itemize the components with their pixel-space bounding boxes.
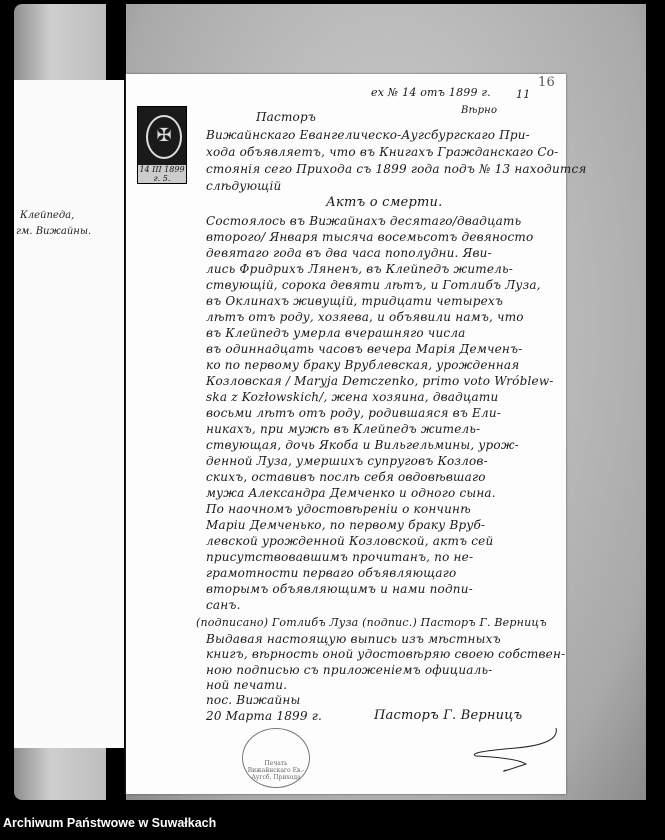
body-line: лѣтъ отъ роду, хозяева, и объявили намъ, что [206,310,524,324]
revenue-stamp [137,106,187,184]
body-line: грамотности перваго объявляющаго [206,566,457,580]
document-page [126,74,587,794]
closing-line: книгъ, вѣрность оной удостовѣряю своею собствен- [206,647,566,661]
eagle-emblem-icon: ✠ [146,115,182,159]
body-line: левской урожденной Козловской, актъ сей [206,534,494,548]
archive-caption: Archiwum Państwowe w Suwałkach [3,816,217,830]
body-line: Маріи Демченько, по первому браку Вруб- [206,518,486,532]
header-line: стоянія сего Прихода съ 1899 года подъ № 13 находится [206,162,587,176]
body-line: вторымъ объявляющимъ и нами подпи- [206,582,473,596]
body-line: въ Оклинахъ живущій, тридцати четырехъ [206,294,504,308]
body-line: санъ. [206,598,241,612]
place: пос. Вижайны [206,693,301,707]
body-line: никахъ, при мужѣ въ Клейпедъ житель- [206,422,481,436]
body-line: ska z Kozłowskich/, жена хозяина, двадцати [206,390,499,404]
body-line: лись Фридрихъ Ляненъ, въ Клейпедъ житель- [206,262,513,276]
body-line: восьми лѣтъ отъ роду, родившаяся въ Ели- [206,406,502,420]
pastor-signature: Пасторъ Г. Верницъ [374,708,523,723]
header-title: Пасторъ [256,110,317,124]
body-line: въ одиннадцать часовъ вечера Марія Демченъ- [206,342,523,356]
closing-line: ною подписью съ приложеніемъ официаль- [206,662,493,677]
folio-mark: 11 [516,88,531,101]
body-line: въ Клейпедъ умерла вчерашняго числа [206,326,466,340]
header-line: слѣдующій [206,179,282,193]
reference-number: ех № 14 отъ 1899 г. [371,86,491,99]
official-seal: Печать Вижайнскаго Ев.-Аугсб. Прихода [242,728,310,788]
body-line: ствующій, сорока девяти лѣтъ, и Готлибъ Луза, [206,278,541,292]
margin-note: гм. Вижайны. [16,226,92,237]
closing-line: ной печати. [206,678,288,692]
verified-mark: Вѣрно [461,105,498,116]
body-line: Состоялось въ Вижайнахъ десятаго/двадцать [206,214,522,228]
margin-strip [14,80,124,748]
body-line: ко по первому браку Врублевская, урожденная [206,358,520,372]
body-line: девятаго года въ два часа пополудни. Яви- [206,246,492,260]
margin-note: Клейпеда, [20,210,75,221]
closing-line: Выдавая настоящую выпись изъ мѣстныхъ [206,631,501,646]
body-line: второго/ Января тысяча восемьсотъ девяносто [206,230,534,244]
body-line: скихъ, оставивъ послѣ себя овдовѣвшаго [206,470,486,484]
folio-number: 16 [538,75,555,90]
date: 20 Марта 1899 г. [206,709,322,723]
closing-line: (подписано) Готлибъ Луза (подпис.) Пасторъ Г. Верницъ [196,616,547,629]
body-line: денной Луза, умершихъ супруговъ Козлов- [206,454,488,468]
body-line: Козловская / Maryja Demczenko, primo voto Wróblew- [206,374,554,388]
body-line: мужа Александра Демченко и одного сына. [206,486,496,500]
header-line: Вижайнскаго Евангелическо-Аугсбургскаго При- [206,128,530,142]
header-line: хода объявляетъ, что въ Книгахъ Гражданскаго Со- [206,145,559,159]
body-line: ствующая, дочь Якоба и Вильгельмины, урож- [206,438,519,452]
signature-flourish [456,726,566,776]
body-line: присутствовавшимъ прочитанъ, по не- [206,550,474,564]
body-line: По наочномъ удостовѣреніи о кончинѣ [206,502,471,516]
act-title: Актъ о смерти. [326,195,443,210]
stamp-cancellation: 14 III 1899 г. 5. [139,165,185,183]
